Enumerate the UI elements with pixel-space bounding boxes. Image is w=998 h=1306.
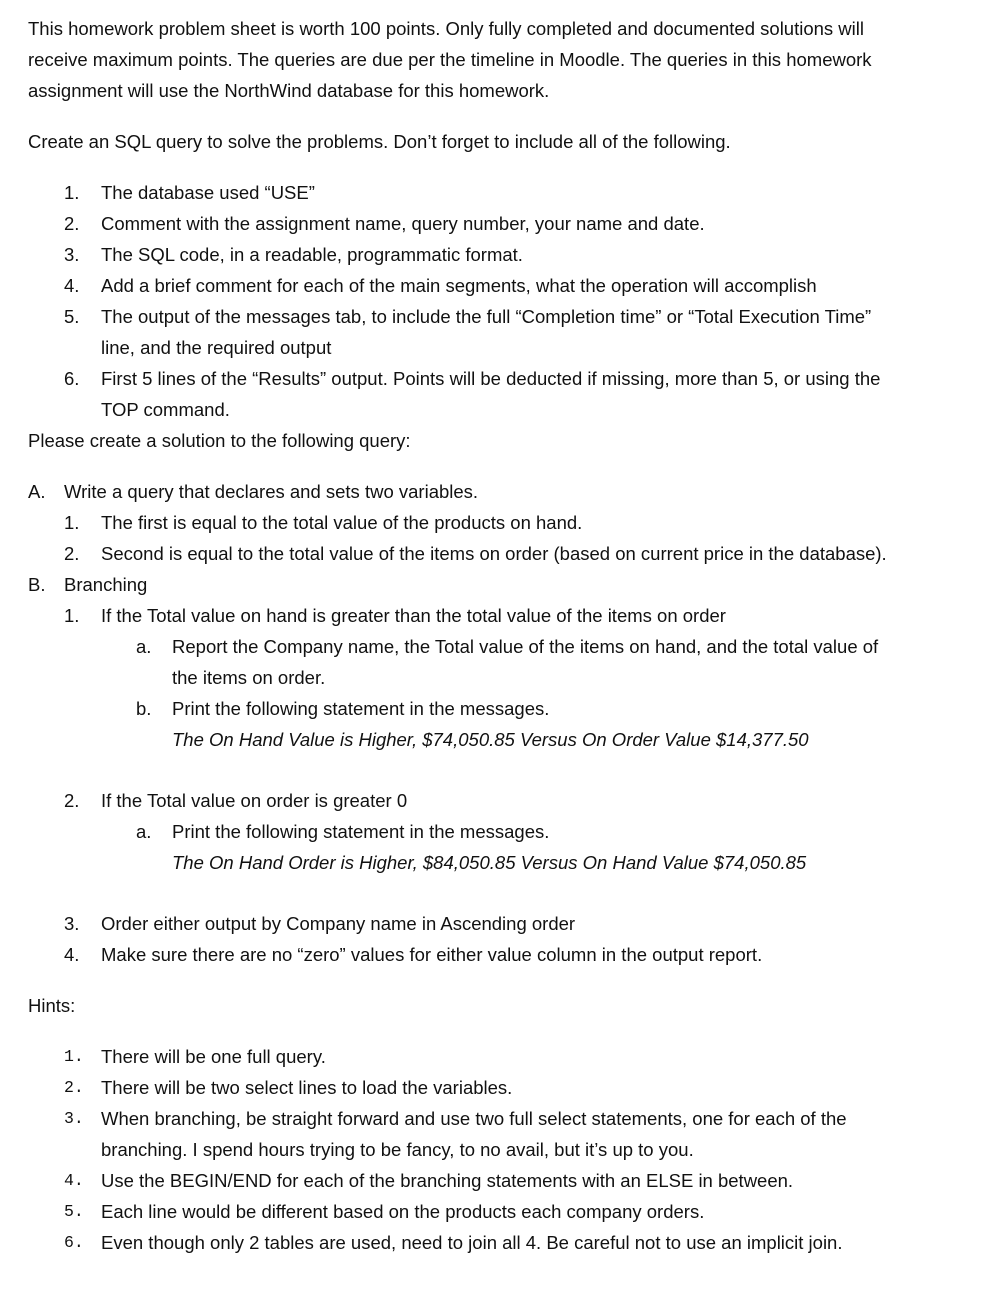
hint-text: When branching, be straight forward and use two full select statements, one for each of the [101,1108,847,1129]
requirement-text: First 5 lines of the “Results” output. Points will be deducted if missing, more than 5, or using the [101,368,881,389]
requirement-text: The output of the messages tab, to include the full “Completion time” or “Total Execution Time” [101,306,872,327]
hints-title: Hints: [28,995,76,1016]
section-a-item-number: 2. [64,543,80,564]
hint-text: There will be two select lines to load the variables. [101,1077,513,1098]
requirement-number: 6. [64,368,80,389]
hint-number: 3. [64,1109,84,1128]
section-a-item-text: The first is equal to the total value of the products on hand. [101,512,583,533]
section-a-item-number: 1. [64,512,80,533]
section-b-item-text: Order either output by Company name in Ascending order [101,913,576,934]
hint-number: 5. [64,1202,84,1221]
example-message: The On Hand Order is Higher, $84,050.85 Versus On Hand Value $74,050.85 [172,852,807,873]
sub-item-label: b. [136,698,152,719]
hint-number: 4. [64,1171,84,1190]
requirement-text: The SQL code, in a readable, programmatic format. [101,244,523,265]
please-create-instruction: Please create a solution to the following query: [28,430,411,451]
section-a-item-text: Second is equal to the total value of the items on order (based on current price in the database). [101,543,887,564]
requirement-text-continued: line, and the required output [101,337,332,358]
example-message: The On Hand Value is Higher, $74,050.85 Versus On Order Value $14,377.50 [172,729,809,750]
intro-line-2: receive maximum points. The queries are due per the timeline in Moodle. The queries in this homework [28,49,872,70]
intro-line-1: This homework problem sheet is worth 100 points. Only fully completed and documented solutions will [28,18,864,39]
requirement-text: Add a brief comment for each of the main segments, what the operation will accomplish [101,275,817,296]
requirement-text: The database used “USE” [101,182,315,203]
requirement-number: 2. [64,213,80,234]
sub-item-text: Report the Company name, the Total value of the items on hand, and the total value of [172,636,879,657]
requirement-number: 4. [64,275,80,296]
create-instruction: Create an SQL query to solve the problems. Don’t forget to include all of the following. [28,131,731,152]
section-b-item-text: If the Total value on hand is greater than the total value of the items on order [101,605,726,626]
section-b-item-text: Make sure there are no “zero” values for either value column in the output report. [101,944,763,965]
sub-item-text: Print the following statement in the messages. [172,698,550,719]
sub-item-text-continued: the items on order. [172,667,326,688]
requirement-text-continued: TOP command. [101,399,230,420]
section-b-item-number: 3. [64,913,80,934]
hint-text: Each line would be different based on the products each company orders. [101,1201,705,1222]
hint-text: There will be one full query. [101,1046,326,1067]
section-b-title: Branching [64,574,148,595]
section-a-title: Write a query that declares and sets two variables. [64,481,479,502]
hint-number: 2. [64,1078,84,1097]
section-b-item-number: 1. [64,605,80,626]
section-b-label: B. [28,574,46,595]
section-b-item-text: If the Total value on order is greater 0 [101,790,408,811]
sub-item-label: a. [136,636,152,657]
section-a-label: A. [28,481,46,502]
hint-text: Use the BEGIN/END for each of the branching statements with an ELSE in between. [101,1170,794,1191]
requirement-number: 1. [64,182,80,203]
requirement-text: Comment with the assignment name, query number, your name and date. [101,213,705,234]
requirement-number: 3. [64,244,80,265]
sub-item-label: a. [136,821,152,842]
hint-number: 6. [64,1233,84,1252]
hint-number: 1. [64,1047,84,1066]
section-b-item-number: 4. [64,944,80,965]
section-b-item-number: 2. [64,790,80,811]
intro-line-3: assignment will use the NorthWind database for this homework. [28,80,550,101]
requirement-number: 5. [64,306,80,327]
hint-text-continued: branching. I spend hours trying to be fancy, to no avail, but it’s up to you. [101,1139,694,1160]
hint-text: Even though only 2 tables are used, need to join all 4. Be careful not to use an implicit join. [101,1232,843,1253]
sub-item-text: Print the following statement in the messages. [172,821,550,842]
